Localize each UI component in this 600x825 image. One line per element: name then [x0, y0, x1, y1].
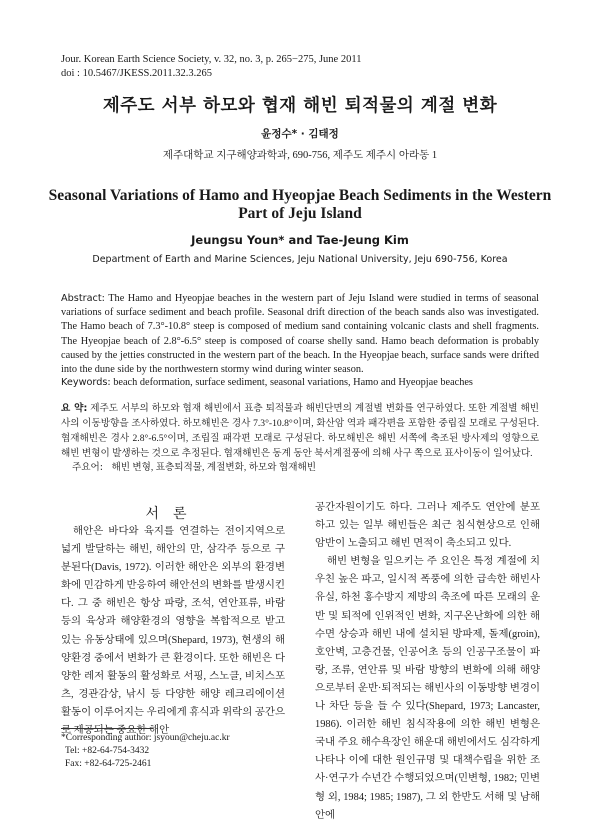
journal-citation: Jour. Korean Earth Science Society, v. 32, no. 3, p. 265−275, June 2011	[61, 54, 362, 65]
right-column	[315, 499, 540, 825]
english-title: Seasonal Variations of Hamo and Hyeopjae Beach Sediments in the Western Part of Jeju Island	[48, 187, 552, 222]
section-title-introduction: 서론	[145, 506, 201, 522]
abstract-label: Abstract:	[61, 293, 105, 304]
footnote	[61, 732, 230, 770]
left-column	[61, 523, 285, 740]
keywords-label: Keywords:	[61, 377, 111, 388]
telephone: Tel: +82-64-754-3432	[65, 745, 150, 756]
doi: doi : 10.5467/JKESS.2011.32.3.265	[61, 67, 212, 79]
corresponding-author: *Corresponding author: jsyoun@cheju.ac.kr	[61, 733, 230, 743]
intro-paragraph-1-continued: 공간자원이기도 하다. 그러나 제주도 연안에 분포하고 있는 일부 해빈들은 최근 침식현상으로 인해 암반이 노출되고 해빈 면적이 축소되고 있다.	[315, 502, 540, 550]
korean-abstract-label: 요 약:	[61, 403, 88, 414]
korean-abstract	[61, 401, 539, 461]
korean-keywords-label: 주요어:	[72, 462, 104, 473]
korean-keywords-text: 해빈 변형, 표층퇴적물, 계절변화, 하모와 협재해빈	[111, 462, 316, 473]
korean-title: 제주도 서부 하모와 협재 해빈 퇴적물의 계절 변화	[102, 96, 498, 116]
korean-abstract-text: 제주도 서부의 하모와 협재 해빈에서 표층 퇴적물과 해빈단면의 계절별 변화를 연구하였다. 또한 계절별 해빈사의 이동방향을 조사하였다. 하모해빈은 경사 7.3°-10.8°이며, 화산암 역과 패각편을 포함한 중립질 모래로 구성된다. 협재해빈은 경사 2.8°-6.5°이며, 조립질 패각편 모래로 구성된다. 하모해빈은 해빈 서쪽에 축조된 방사제의 영향으로 해빈 변형이 발생하는 것으로 추정된다. 협재해빈은 동계 동안 북서계절풍에 의해 사구 쪽으로 표사이동이 일어났다.	[61, 403, 539, 459]
korean-affiliation: 제주대학교 지구해양과학과, 690-756, 제주도 제주시 아라동 1	[162, 150, 438, 161]
keywords-text: beach deformation, surface sediment, seasonal variations, Hamo and Hyeopjae beaches	[113, 377, 473, 388]
footnote-divider	[61, 728, 153, 729]
korean-authors: 윤정수* · 김태정	[261, 128, 339, 140]
korean-keywords	[72, 461, 538, 475]
english-authors: Jeungsu Youn* and Tae-Jeung Kim	[191, 233, 409, 247]
intro-paragraph-1: 해안은 바다와 육지를 연결하는 전이지역으로 넓게 발달하는 해빈, 해안의 만, 삼각주 등으로 구분된다(Davis, 1972). 이러한 해안은 외부의 환경변화에 민감하게 반응하여 해안선의 변화를 발생시킨다. 그 중 해빈은 항상 파랑, 조석, 연안표류, 바람 등의 육상과 해양환경의 영향을 복합적으로 받고 있는 유동상태에 있으며(Shepard, 1973), 현생의 해양환경 중에서 변화가 큰 환경이다. 또한 해빈은 다양한 레저 활동의 활성화로 서핑, 스노클, 비치스포츠, 경관감상, 낚시 등 다양한 해양 레크리에이션 활동이 이루어지는 우리에게 휴식과 위락의 공간으로 제공되는 중요한 해안	[61, 526, 285, 737]
journal-header	[61, 53, 361, 80]
abstract-text: The Hamo and Hyeopjae beaches in the western part of Jeju Island were studied in terms of seasonal variations of surface sediment and beach profile. Seasonal drift direction of the beach sands also was investigated. The Hamo beach of 7.3°-10.8° steep is composed of medium sand containing volcanic clasts and shell fragments. The Hyeopjae beach of 2.8°-6.5° steep is composed of coarse shelly sand. Hamo beach deformation is probably caused by the jetties constructed in the western part of the beach. In the Hyeopjae beach, surface sands were drifted into the dune side by the northwestern stormy wind during winter season.	[61, 293, 539, 376]
intro-paragraph-2: 해빈 변형을 일으키는 주 요인은 특정 계절에 치우친 높은 파고, 일시적 폭풍에 의한 급속한 해빈사 유실, 하천 홍수방지 제방의 축조에 따른 모래의 운반 및 퇴적에 인위적인 변화, 지구온난화에 의한 해수면 상승과 해빈 내에 설치된 방파제, 돌제(groin), 호안벽, 고층건물, 인공어초 등의 인공구조물이 파랑, 조류, 연안류 및 바람 방향의 변화에 의해 해양으로부터 운반·퇴적되는 해빈사의 이동방향 변경이나 차단 등을 들 수 있다(Shepard, 1973; Lancaster, 1986). 이러한 해빈 침식작용에 의한 해빈 변형은 국내 주요 해수욕장인 해운대 해빈에서도 심각하게 나타나 이에 대한 원인규명 및 대책수립을 위한 조사·연구가 수년간 수행되었으며(민변형, 1982; 민변형 외, 1984; 1985; 1987), 그 외 한반도 서해 및 남해안에	[315, 556, 540, 821]
keywords	[61, 376, 539, 390]
english-affiliation: Department of Earth and Marine Sciences, Jeju National University, Jeju 690-756, Korea	[92, 254, 508, 265]
abstract	[61, 292, 539, 377]
fax: Fax: +82-64-725-2461	[65, 758, 152, 769]
